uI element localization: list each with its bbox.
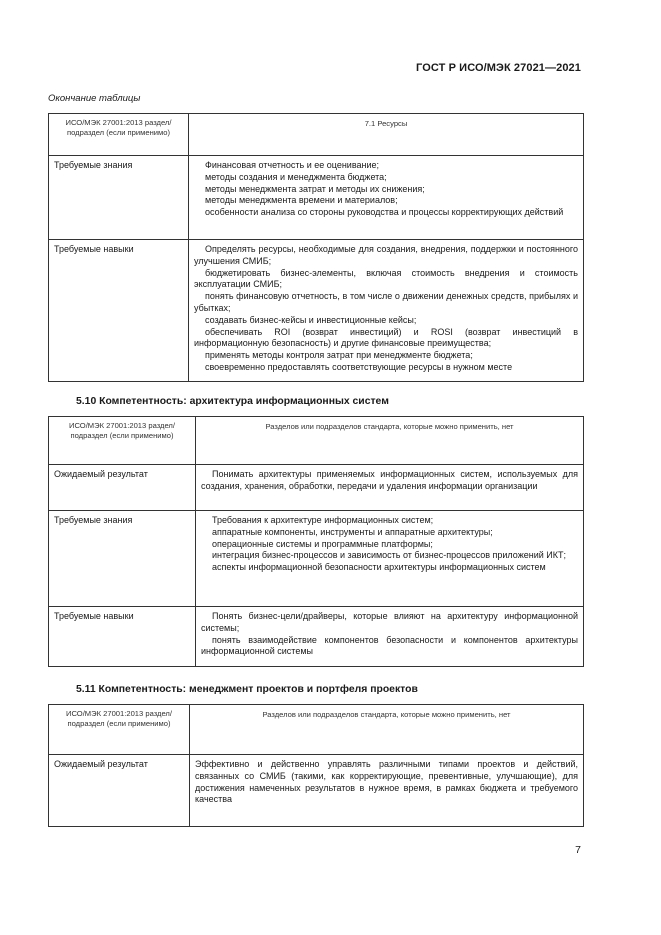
list-item: интеграция бизнес-процессов и зависимость от бизнес-процессов приложений ИКТ; [212,550,566,561]
ref-header-cell: ИСО/МЭК 27001:2013 раздел/подраздел (если применимо) [49,114,189,156]
competence-table-is-architecture [48,416,584,667]
competence-table-project-management [48,704,584,827]
row-label: Требуемые знания [49,156,189,240]
table-continuation-note: Окончание таблицы [48,93,141,104]
list-item: применять методы контроля затрат при менеджменте бюджета; [205,350,473,361]
row-content [196,511,584,607]
list-item: операционные системы и программные платформы; [212,538,433,549]
page-number: 7 [575,844,581,856]
list-item: Понять бизнес-цели/драйверы, которые влияют на архитектуру информационной системы; [201,611,578,633]
list-item: создавать бизнес-кейсы и инвестиционные кейсы; [205,314,417,325]
section-title-5-11: 5.11 Компетентность: менеджмент проектов и портфеля проектов [76,684,418,695]
ref-value-cell: 7.1 Ресурсы [189,114,584,156]
row-label: Ожидаемый результат [49,755,190,827]
list-item: понять финансовую отчетность, в том числе о движении денежных средств, прибылях и убытках; [194,291,578,313]
document-header: ГОСТ Р ИСО/МЭК 27021—2021 [416,62,581,74]
list-item: Понимать архитектуры применяемых информационных систем, используемых для создания, хранения, обработки, передачи и удаления информации организации [201,469,578,491]
row-label: Требуемые навыки [49,240,189,382]
list-item: методы создания и менеджмента бюджета; [205,171,387,182]
row-label: Ожидаемый результат [49,465,196,511]
row-label: Требуемые знания [49,511,196,607]
row-text: Эффективно и действенно управлять различными типами проектов и действий, связанных со СМИБ (такими, как корректирующие, превентивные, улучшающие), для достижения намеченных результатов в нужное время, в рамках бюджета и требуемого качества [195,759,578,805]
row-content [196,607,584,667]
list-item: аппаратные компоненты, инструменты и аппаратные архитектуры; [212,526,493,537]
competence-table-resources [48,113,584,382]
row-content [189,156,584,240]
row-content [196,465,584,511]
list-item: особенности анализа со стороны руководства и процессы корректирующих действий [205,207,564,218]
list-item: Требования к архитектуре информационных систем; [212,515,434,525]
ref-value-cell: Разделов или подразделов стандарта, которые можно применить, нет [196,417,584,465]
list-item: Определять ресурсы, необходимые для создания, внедрения, поддержки и постоянного улучшения СМИБ; [194,244,578,266]
list-item: бюджетировать бизнес-элементы, включая стоимость внедрения и стоимость эксплуатации СМИБ; [194,267,578,290]
list-item: понять взаимодействие компонентов безопасности и компонентов архитектуры информационной системы [201,634,578,657]
list-item: своевременно предоставлять соответствующие ресурсы в нужном месте [205,361,513,372]
list-item: аспекты информационной безопасности архитектуры информационных систем [212,562,546,573]
section-title-5-10: 5.10 Компетентность: архитектура информационных систем [76,396,389,407]
row-content [190,755,584,827]
ref-header-cell: ИСО/МЭК 27001:2013 раздел/подраздел (если применимо) [49,417,196,465]
row-label: Требуемые навыки [49,607,196,667]
list-item: методы менеджмента затрат и методы их снижения; [205,183,425,194]
list-item: обеспечивать ROI (возврат инвестиций) и ROSI (возврат инвестиций в информационную безопасность) и другие финансовые преимущества; [194,326,578,349]
ref-header-cell: ИСО/МЭК 27001:2013 раздел/подраздел (если применимо) [49,705,190,755]
row-content [189,240,584,382]
ref-value-cell: Разделов или подразделов стандарта, которые можно применить, нет [190,705,584,755]
list-item: методы менеджмента времени и материалов; [205,195,398,206]
list-item: Финансовая отчетность и ее оценивание; [205,160,380,170]
